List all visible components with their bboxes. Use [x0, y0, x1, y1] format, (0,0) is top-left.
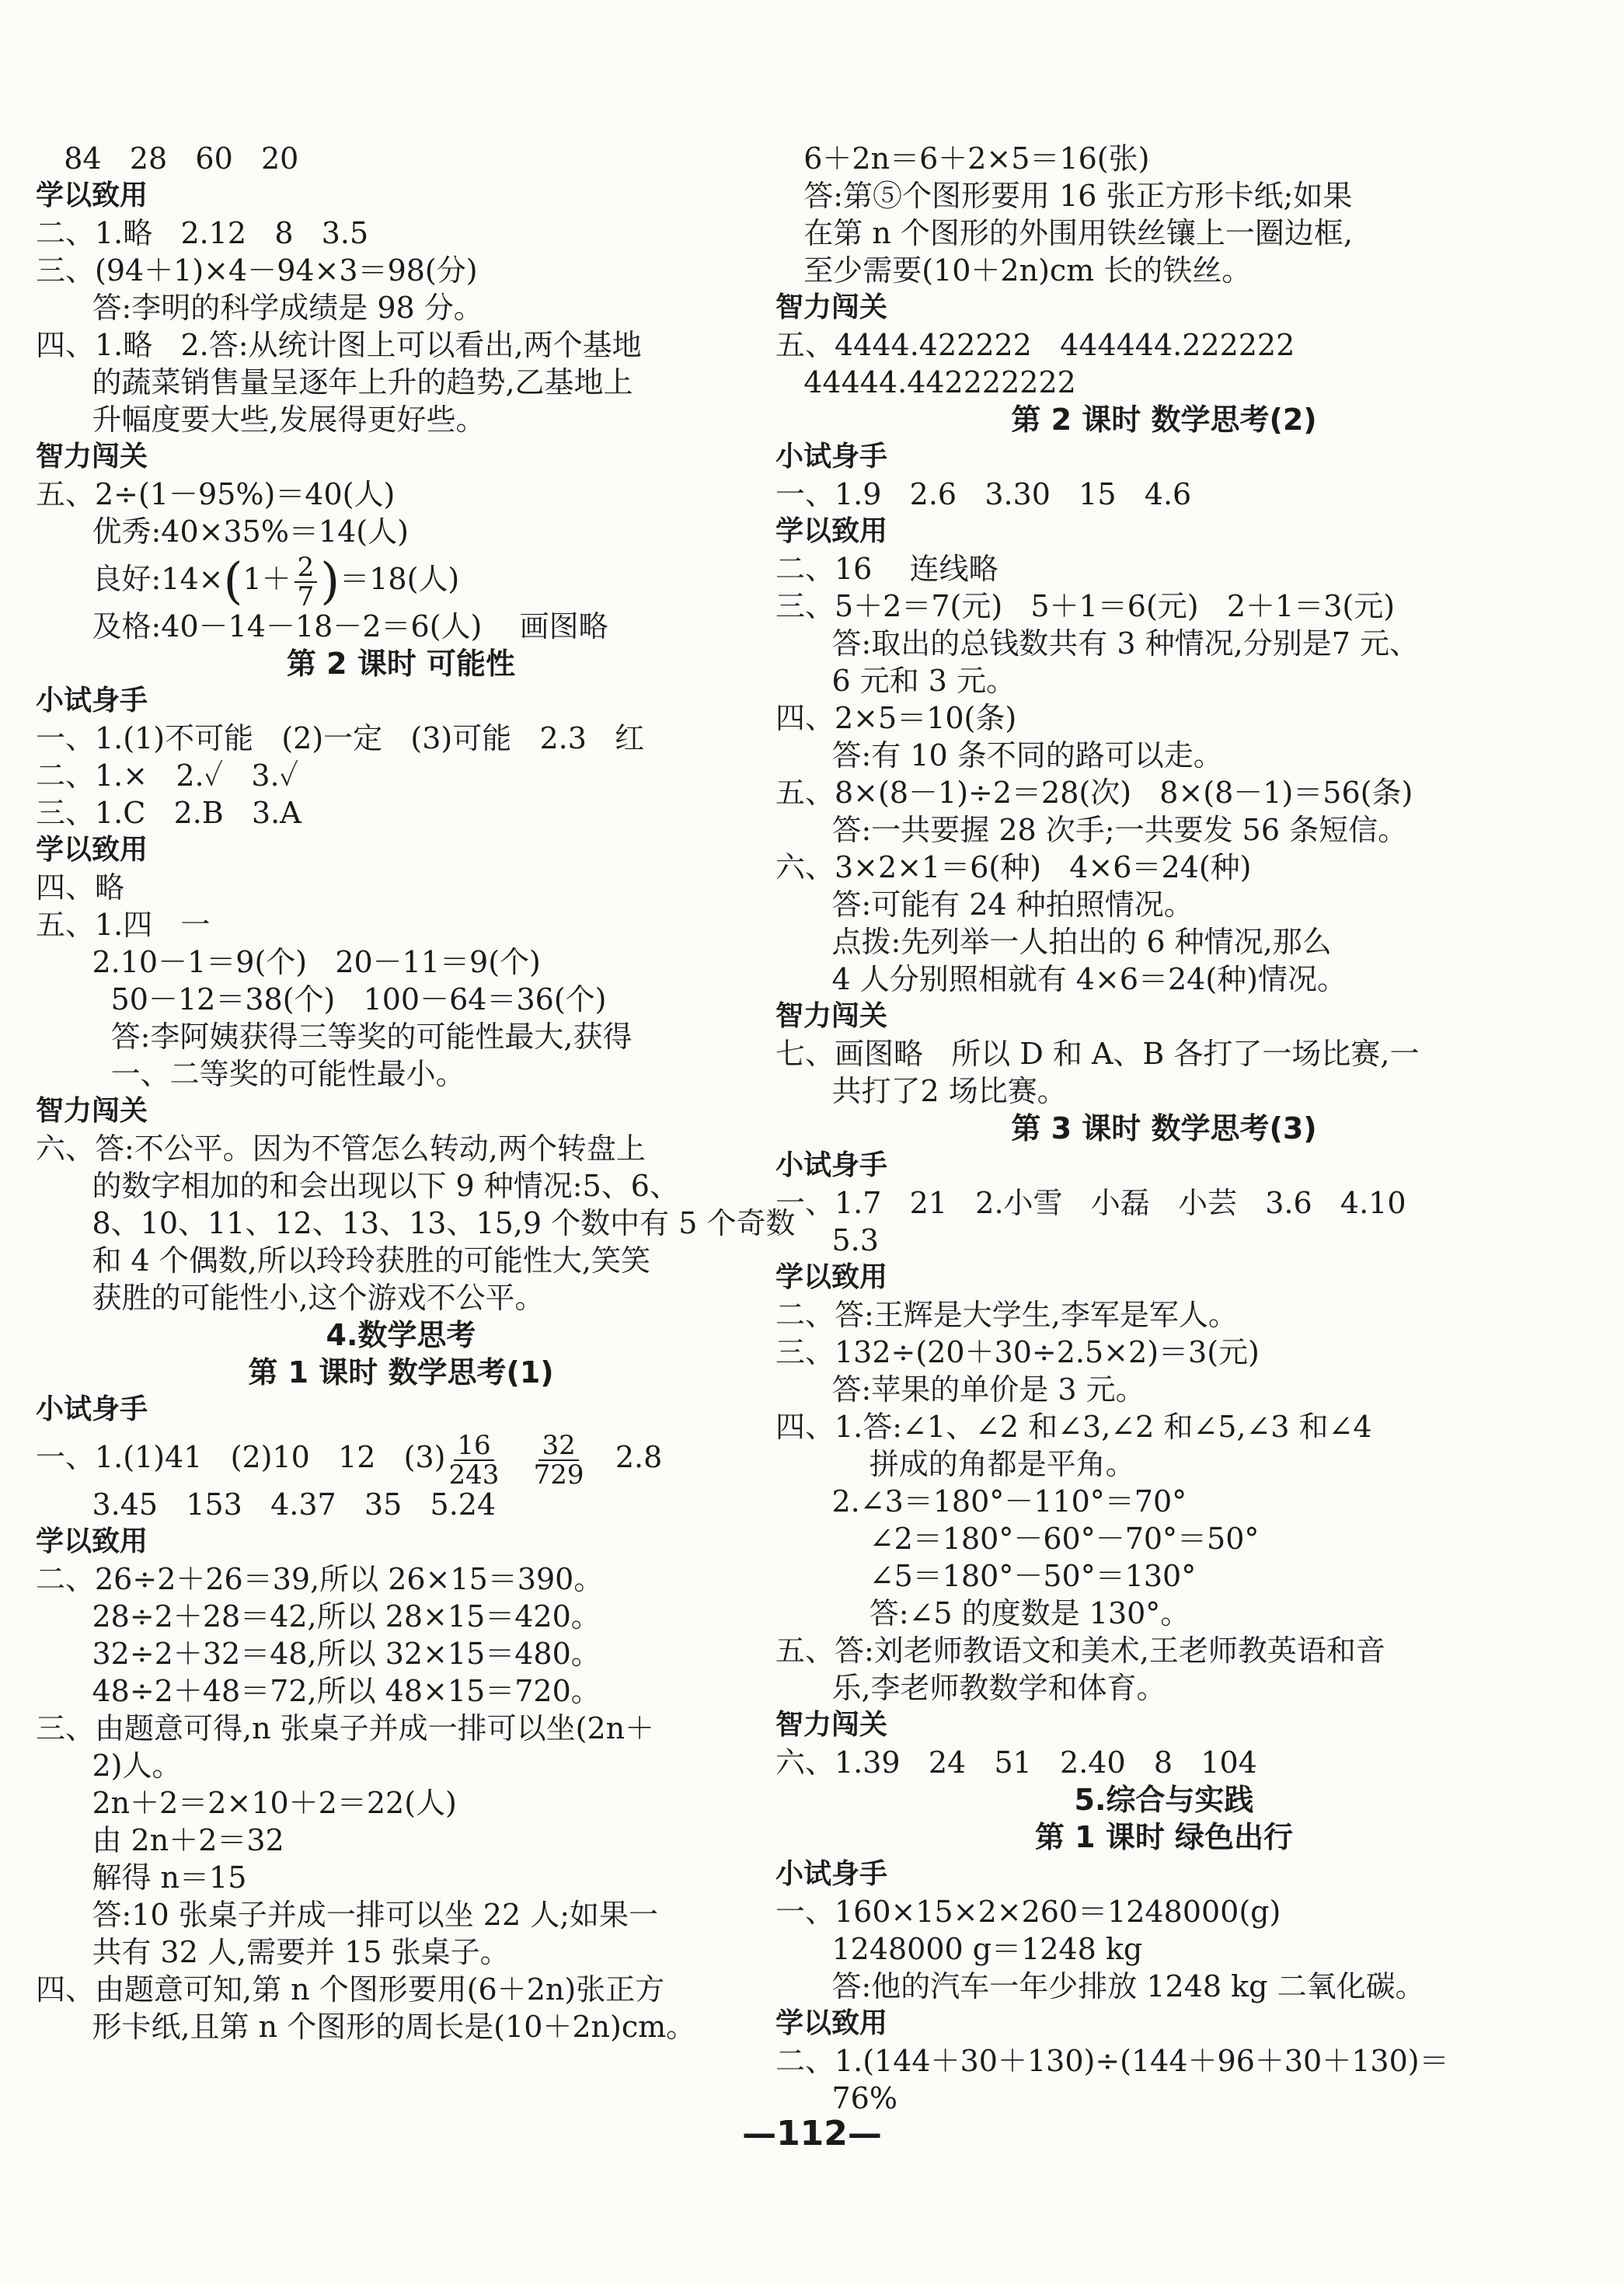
answer-line: 一、1.9 2.6 3.30 15 4.6: [775, 477, 1192, 511]
section-heading: 小试身手: [775, 441, 888, 472]
section-heading: 智力闯关: [775, 1000, 888, 1032]
section-heading: 智力闯关: [775, 1709, 888, 1741]
fraction-numerator: 16: [454, 1431, 493, 1461]
answer-line: 一、二等奖的可能性最小。: [36, 1057, 465, 1091]
answer-line: 至少需要(10＋2n)cm 长的铁丝。: [775, 253, 1252, 288]
answer-line: 三、1.C 2.B 3.A: [36, 796, 301, 830]
answer-line: 乐,李老师教数学和体育。: [775, 1671, 1166, 1705]
answer-line: 四、2×5＝10(条): [775, 701, 1017, 735]
section-heading: 智力闯关: [36, 441, 148, 472]
paren: (: [223, 553, 243, 611]
answer-line: [36, 1428, 766, 1491]
answer-line: 升幅度要大些,发展得更好些。: [36, 403, 486, 437]
answer-line: 二、1.略 2.12 8 3.5: [36, 216, 369, 250]
answer-line: 答:∠5 的度数是 130°。: [775, 1596, 1190, 1630]
answer-line: 1248000 g＝1248 kg: [775, 1932, 1143, 1966]
answer-line: 和 4 个偶数,所以玲玲获胜的可能性大,笑笑: [36, 1243, 650, 1278]
section-heading: 小试身手: [775, 1149, 888, 1181]
answer-line: 48÷2＋48＝72,所以 48×15＝720。: [36, 1674, 601, 1708]
answer-line: 五、8×(8－1)÷2＝28(次) 8×(8－1)＝56(条): [775, 776, 1413, 810]
section-heading: 学以致用: [775, 1261, 888, 1293]
answer-line: 50－12＝38(个) 100－64＝36(个): [36, 982, 607, 1016]
answer-line: 5.3: [775, 1223, 879, 1257]
answer-line: 的数字相加的和会出现以下 9 种情况:5、6、: [36, 1169, 679, 1203]
answer-line: 七、画图略 所以 D 和 A、B 各打了一场比赛,一: [775, 1037, 1420, 1071]
answer-line: 四、由题意可知,第 n 个图形要用(6＋2n)张正方: [36, 1972, 665, 2007]
answer-line: 六、3×2×1＝6(种) 4×6＝24(种): [775, 850, 1252, 884]
answer-line: [36, 550, 766, 612]
paren: ): [320, 553, 340, 611]
answer-line: 五、答:刘老师教语文和美术,王老师教英语和音: [775, 1634, 1385, 1668]
answer-line: 2.10－1＝9(个) 20－11＝9(个): [36, 945, 541, 979]
answer-line: 2n＋2＝2×10＋2＝22(人): [36, 1786, 457, 1820]
answer-line: 六、1.39 24 51 2.40 8 104: [775, 1745, 1257, 1780]
lesson-title: 第 2 课时 可能性: [286, 647, 516, 681]
section-heading: 智力闯关: [36, 1095, 148, 1127]
answer-line: 三、132÷(20＋30÷2.5×2)＝3(元): [775, 1335, 1260, 1369]
answer-line: 二、26÷2＋26＝39,所以 26×15＝390。: [36, 1562, 604, 1596]
section-heading: 学以致用: [36, 834, 148, 866]
answer-line: 答:李阿姨获得三等奖的可能性最大,获得: [36, 1020, 633, 1054]
fraction: [534, 1431, 584, 1489]
text-fragment: 一、1.(1)41 (2)10 12 (3): [36, 1440, 446, 1474]
answer-line: 六、答:不公平。因为不管怎么转动,两个转盘上: [36, 1132, 646, 1166]
text-fragment: 良好:14×: [36, 562, 224, 596]
answer-line: 形卡纸,且第 n 个图形的周长是(10＋2n)cm。: [36, 2010, 696, 2044]
answer-line: 8、10、11、12、13、13、15,9 个数中有 5 个奇数: [36, 1206, 796, 1240]
text-fragment: ＝18(人): [340, 562, 460, 596]
answer-line: 的蔬菜销售量呈逐年上升的趋势,乙基地上: [36, 365, 633, 399]
section-heading: 学以致用: [775, 2007, 888, 2039]
answer-line: 四、略: [36, 870, 125, 905]
answer-line: 二、1.× 2.✓ 3.✓: [36, 758, 299, 793]
answer-line: 三、由题意可得,n 张桌子并成一排可以坐(2n＋: [36, 1711, 655, 1745]
fraction-denominator: 729: [533, 1459, 584, 1491]
fraction-denominator: 7: [297, 581, 315, 612]
answer-line: 76%: [775, 2081, 897, 2115]
answer-line: 答:有 10 条不同的路可以走。: [775, 738, 1223, 772]
answer-line: 共有 32 人,需要并 15 张桌子。: [36, 1935, 510, 1969]
answer-line: 四、1.答:∠1、∠2 和∠3,∠2 和∠5,∠3 和∠4: [775, 1410, 1372, 1444]
answer-line: 4 人分别照相就有 4×6＝24(种)情况。: [775, 962, 1347, 996]
page-number: —112—: [742, 2114, 882, 2153]
answer-line: 44444.442222222: [775, 365, 1076, 399]
fraction: [294, 553, 318, 611]
lesson-title: 第 3 课时 数学思考(3): [1011, 1111, 1317, 1145]
answer-line: 一、1.(1)不可能 (2)一定 (3)可能 2.3 红: [36, 721, 645, 755]
section-heading: 智力闯关: [775, 291, 888, 323]
answer-line: 获胜的可能性小,这个游戏不公平。: [36, 1281, 545, 1315]
answer-line: 三、5＋2＝7(元) 5＋1＝6(元) 2＋1＝3(元): [775, 589, 1396, 623]
answer-line: ∠2＝180°－60°－70°＝50°: [775, 1522, 1260, 1556]
answer-line: 答:一共要握 28 次手;一共要发 56 条短信。: [775, 813, 1408, 847]
answer-line: 二、答:王辉是大学生,李军是军人。: [775, 1298, 1238, 1332]
answer-line: 一、160×15×2×260＝1248000(g): [775, 1895, 1281, 1929]
answer-line: 五、4444.422222 444444.222222: [775, 328, 1295, 362]
lesson-title: 5.综合与实践: [1074, 1783, 1254, 1817]
answer-line: 二、16 连线略: [775, 552, 998, 586]
answer-line: ∠5＝180°－50°＝130°: [775, 1559, 1197, 1593]
right-column: [775, 140, 1553, 2117]
answer-line: 在第 n 个图形的外围用铁丝镶上一圈边框,: [775, 216, 1353, 250]
text-fragment: [502, 1440, 530, 1474]
answer-line: 2)人。: [36, 1749, 182, 1783]
answer-line: 3.45 153 4.37 35 5.24: [36, 1487, 497, 1522]
section-heading: 小试身手: [775, 1858, 888, 1890]
answer-line: 6 元和 3 元。: [775, 664, 1016, 698]
section-heading: 学以致用: [36, 180, 148, 211]
answer-line: 由 2n＋2＝32: [36, 1823, 284, 1857]
answer-line: 28÷2＋28＝42,所以 28×15＝420。: [36, 1599, 601, 1634]
text-fragment: 2.8: [587, 1440, 663, 1474]
fraction-numerator: 2: [294, 553, 318, 583]
answer-line: 答:取出的总钱数共有 3 种情况,分别是7 元、: [775, 626, 1419, 661]
lesson-title: 第 1 课时 数学思考(1): [248, 1355, 554, 1390]
section-heading: 学以致用: [775, 515, 888, 547]
answer-line: 五、2÷(1－95%)＝40(人): [36, 477, 396, 511]
answer-line: 答:他的汽车一年少排放 1248 kg 二氧化碳。: [775, 1969, 1425, 2003]
answer-line: 2.∠3＝180°－110°＝70°: [775, 1484, 1187, 1519]
fraction-numerator: 32: [538, 1431, 578, 1461]
lesson-title: 4.数学思考: [326, 1318, 476, 1352]
answer-line: 二、1.(144＋30＋130)÷(144＋96＋30＋130)＝: [775, 2044, 1449, 2078]
answer-line: 32÷2＋32＝48,所以 32×15＝480。: [36, 1637, 601, 1671]
answer-line: 五、1.四 一: [36, 908, 211, 942]
lesson-title: 第 2 课时 数学思考(2): [1011, 403, 1317, 437]
answer-line: 优秀:40×35%＝14(人): [36, 514, 409, 549]
text-fragment: 1＋: [242, 562, 291, 596]
answer-line: 答:李明的科学成绩是 98 分。: [36, 291, 483, 325]
answer-line: 答:可能有 24 种拍照情况。: [775, 887, 1194, 922]
section-heading: 小试身手: [36, 1393, 148, 1425]
section-heading: 小试身手: [36, 685, 148, 717]
answer-line: 答:第⑤个图形要用 16 张正方形卡纸;如果: [775, 179, 1353, 213]
fraction-denominator: 243: [448, 1459, 500, 1491]
left-column: [36, 140, 796, 2045]
lesson-title: 第 1 课时 绿色出行: [1034, 1820, 1294, 1854]
answer-line: 答:10 张桌子并成一排可以坐 22 人;如果一: [36, 1898, 659, 1932]
answer-line: 一、1.7 21 2.小雪 小磊 小芸 3.6 4.10: [775, 1186, 1406, 1220]
answer-line: 及格:40－14－18－2＝6(人) 画图略: [36, 609, 608, 643]
answer-line: 共打了2 场比赛。: [775, 1074, 1067, 1108]
answer-line: 三、(94＋1)×4－94×3＝98(分): [36, 253, 478, 288]
answer-line: 四、1.略 2.答:从统计图上可以看出,两个基地: [36, 328, 642, 362]
answer-line: 拼成的角都是平角。: [775, 1447, 1135, 1481]
answer-line: 答:苹果的单价是 3 元。: [775, 1372, 1145, 1407]
answer-line: 84 28 60 20: [36, 141, 299, 176]
answer-line: 6＋2n＝6＋2×5＝16(张): [775, 141, 1150, 176]
answer-line: 点拨:先列举一人拍出的 6 种情况,那么: [775, 925, 1332, 959]
fraction: [449, 1431, 500, 1489]
answer-line: 解得 n＝15: [36, 1860, 247, 1895]
section-heading: 学以致用: [36, 1526, 148, 1557]
